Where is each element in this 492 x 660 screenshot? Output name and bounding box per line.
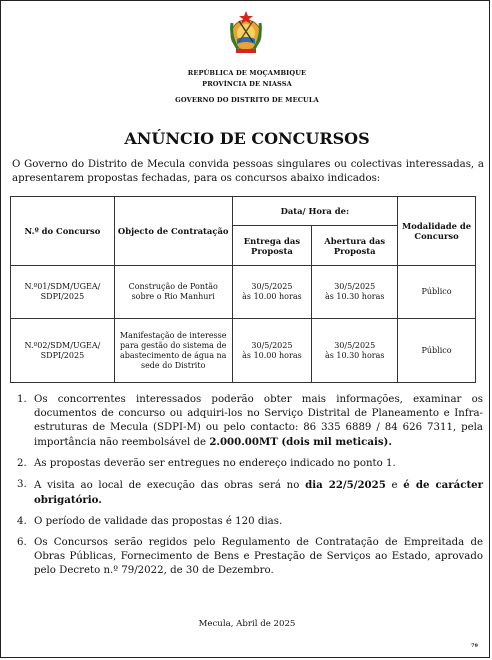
cell-delivery: 30/5/2025 às 10.00 horas: [232, 319, 312, 383]
header-opening: Abertura das Proposta: [312, 226, 398, 266]
cell-number: N.º02/SDM/UGEA/ SDPI/2025: [11, 319, 115, 383]
cell-opening: 30/5/2025 às 10.30 horas: [312, 319, 398, 383]
table-row: [11, 319, 476, 383]
header-government: GOVERNO DO DISTRITO DE MECULA: [175, 96, 319, 104]
cell-object: Manifestação de interesse para gestão do sistema de abastecimento de água na sede do Distrito: [114, 319, 232, 383]
place-date: Mecula, Abril de 2025: [198, 619, 296, 629]
list-item: 1. Os concorrentes interessados poderão obter mais informações, examinar os documentos de concurso ou adquiri-los no Serviço Distrital de Planeamento e Infra-estruturas de Mecula (SDPI-M) ou pelo contacto: 86 335 6889 / 84 626 7311, pela importância não reembolsável de 2.000.00MT (dois mil meticais).: [17, 394, 483, 448]
list-item: 4. O período de validade das propostas é 120 dias.: [17, 516, 283, 527]
header-modality: Modalidade de Concurso: [398, 197, 476, 266]
cell-number: N.º01/SDM/UGEA/ SDPI/2025: [11, 266, 115, 319]
list-item: 2. As propostas deverão ser entregues no endereço indicado no ponto 1.: [17, 458, 396, 469]
header-province: PROVÍNCIA DE NIASSA: [202, 80, 292, 88]
page-title: ANÚNCIO DE CONCURSOS: [124, 129, 370, 148]
table-row: [11, 266, 476, 319]
cell-modality: Público: [398, 266, 476, 319]
cell-delivery: 30/5/2025 às 10.00 horas: [232, 266, 312, 319]
header-delivery: Entrega das Proposta: [232, 226, 312, 266]
mozambique-coat-of-arms-icon: [224, 9, 268, 57]
list-item: 3. A visita ao local de execução das obras será no dia 22/5/2025 e é de carácter obrigatório.: [17, 479, 483, 506]
conditions-list: [17, 393, 483, 585]
header-republic: REPÚBLICA DE MOÇAMBIQUE: [187, 69, 307, 77]
tenders-table: [10, 196, 476, 383]
list-item: 6. Os Concursos serão regidos pelo Regulamento de Contratação de Empreitada de Obras Públicas, Fornecimento de Bens e Prestação de Serviços ao Estado, aprovado pelo Decreto n.º 79/2022, de 30 de Dezembro.: [17, 537, 483, 576]
header-object: Objecto de Contratação: [114, 197, 232, 266]
page-number: 79: [471, 643, 478, 649]
header-number: N.º do Concurso: [11, 197, 115, 266]
cell-modality: Público: [398, 319, 476, 383]
header-datetime: Data/ Hora de:: [232, 197, 398, 226]
cell-object: Construção de Pontão sobre o Rio Manhuri: [114, 266, 232, 319]
intro-paragraph: O Governo do Distrito de Mecula convida pessoas singulares ou colectivas interessadas, a apresentarem propostas fechadas, para os concursos abaixo indicados:: [12, 159, 484, 184]
cell-opening: 30/5/2025 às 10.30 horas: [312, 266, 398, 319]
